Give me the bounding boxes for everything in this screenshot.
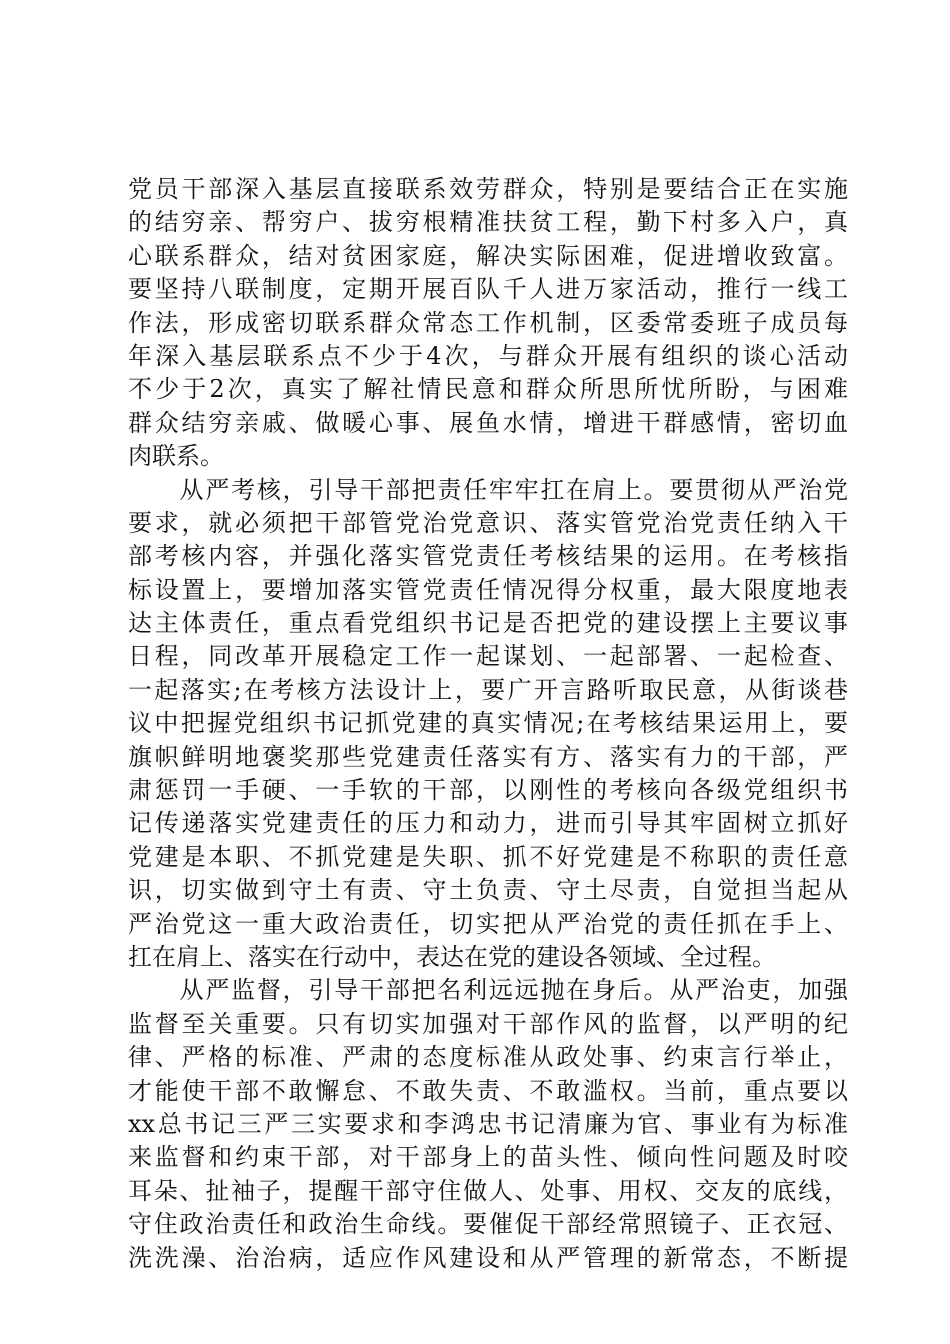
paragraph-1-line-2: 的结穷亲、帮穷户、拔穷根精准扶贫工程，勤下村多入户，真 (128, 208, 848, 237)
paragraph-1-line-3: 心联系群众，结对贫困家庭，解决实际困难，促进增收致富。 (128, 241, 848, 270)
paragraph-3-line-8: 守住政治责任和政治生命线。要催促干部经常照镜子、正衣冠、 (128, 1210, 848, 1239)
paragraph-1-line-8: 群众结穷亲戚、做暖心事、展鱼水情，增进干群感情，密切血 (128, 408, 848, 437)
paragraph-2-line-9: 旗帜鲜明地褒奖那些党建责任落实有方、落实有力的干部，严 (128, 742, 848, 771)
paragraph-3-line-4: 才能使干部不敢懈怠、不敢失责、不敢滥权。当前，重点要以 (128, 1076, 848, 1105)
paragraph-2-line-10: 肃惩罚一手硬、一手软的干部，以刚性的考核向各级党组织书 (128, 776, 848, 805)
paragraph-3-line-3: 律、严格的标准、严肃的态度标准从政处事、约束言行举止， (128, 1043, 848, 1072)
paragraph-2-line-11: 记传递落实党建责任的压力和动力，进而引导其牢固树立抓好 (128, 809, 848, 838)
paragraph-2-line-6: 日程，同改革开展稳定工作一起谋划、一起部署、一起检查、 (128, 642, 848, 671)
paragraph-3-line-2: 监督至关重要。只有切实加强对干部作风的监督，以严明的纪 (128, 1009, 848, 1038)
paragraph-2-line-13: 识，切实做到守土有责、守土负责、守土尽责，自觉担当起从 (128, 876, 848, 905)
paragraph-3-line-1: 从严监督，引导干部把名利远远抛在身后。从严治吏，加强 (128, 976, 848, 1005)
paragraph-2-line-2: 要求，就必须把干部管党治党意识、落实管党治党责任纳入干 (128, 508, 848, 537)
paragraph-2-line-8: 议中把握党组织书记抓党建的真实情况;在考核结果运用上，要 (128, 709, 848, 738)
paragraph-1-line-9: 肉联系。 (128, 442, 224, 471)
document-body (128, 173, 848, 1275)
paragraph-1-line-5: 作法，形成密切联系群众常态工作机制，区委常委班子成员每 (128, 308, 848, 337)
paragraph-2-line-7: 一起落实;在考核方法设计上，要广开言路听取民意，从街谈巷 (128, 675, 848, 704)
paragraph-2-line-1: 从严考核，引导干部把责任牢牢扛在肩上。要贯彻从严治党 (128, 475, 848, 504)
paragraph-1-line-4: 要坚持八联制度，定期开展百队千人进万家活动，推行一线工 (128, 275, 848, 304)
paragraph-2-line-3: 部考核内容，并强化落实管党责任考核结果的运用。在考核指 (128, 542, 848, 571)
paragraph-2-line-4: 标设置上，要增加落实管党责任情况得分权重，最大限度地表 (128, 575, 848, 604)
paragraph-2-line-5: 达主体责任，重点看党组织书记是否把党的建设摆上主要议事 (128, 609, 848, 638)
paragraph-1-line-7: 不少于2次，真实了解社情民意和群众所思所忧所盼，与困难 (128, 375, 848, 404)
paragraph-3-line-7: 耳朵、扯袖子，提醒干部守住做人、处事、用权、交友的底线， (128, 1176, 848, 1205)
paragraph-3-line-6: 来监督和约束干部，对干部身上的苗头性、倾向性问题及时咬 (128, 1143, 848, 1172)
paragraph-3-line-5: xx总书记三严三实要求和李鸿忠书记清廉为官、事业有为标准 (128, 1109, 848, 1138)
paragraph-3-line-9: 洗洗澡、治治病，适应作风建设和从严管理的新常态，不断提 (128, 1243, 848, 1272)
paragraph-2-line-14: 严治党这一重大政治责任，切实把从严治党的责任抓在手上、 (128, 909, 848, 938)
paragraph-1-line-6: 年深入基层联系点不少于4次，与群众开展有组织的谈心活动 (128, 341, 848, 370)
paragraph-2-line-15: 扛在肩上、落实在行动中，表达在党的建设各领域、全过程。 (128, 942, 776, 971)
paragraph-2-line-12: 党建是本职、不抓党建是失职、抓不好党建是不称职的责任意 (128, 842, 848, 871)
paragraph-1-line-1: 党员干部深入基层直接联系效劳群众，特别是要结合正在实施 (128, 175, 848, 203)
